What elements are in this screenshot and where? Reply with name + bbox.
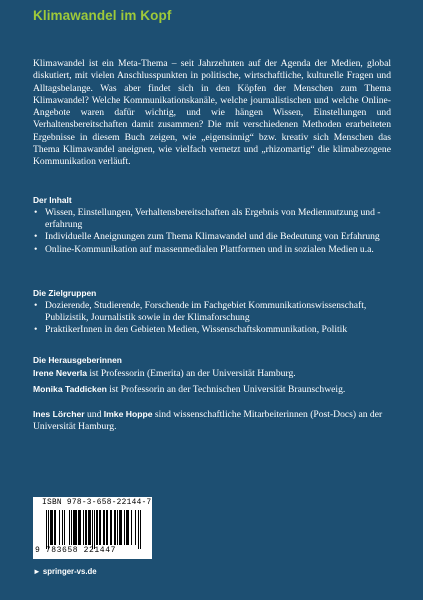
barcode-bar [117, 510, 118, 545]
barcode-bar [74, 510, 75, 545]
bullet-icon: • [34, 207, 38, 218]
list-item: • Individuelle Aneignungen zum Thema Klimawandel und die Bedeutung von Erfahrung [34, 231, 380, 243]
barcode-bar [88, 510, 89, 545]
publisher-website: ► springer-vs.de [33, 567, 97, 576]
bullet-icon: • [34, 324, 38, 336]
barcode-bar [121, 510, 122, 545]
inhalt-heading: Der Inhalt [33, 195, 72, 205]
barcode-bar [126, 510, 127, 545]
barcode-bar [131, 510, 132, 545]
barcode-bar [124, 510, 125, 545]
barcode-bar [55, 510, 56, 545]
barcode-bar [85, 510, 86, 545]
list-item: • Dozierende, Studierende, Forschende im Fachgebiet Kommunikationswissenschaft, Publizistik, Journalistik sowie in der Klimaforschung [34, 300, 367, 324]
bullet-icon: • [34, 300, 38, 311]
barcode-bar [71, 510, 72, 545]
zielgruppen-list [33, 300, 391, 337]
barcode-bar [80, 510, 81, 545]
barcode-bar [79, 510, 80, 545]
barcode-digits: 9 783658 221447 [35, 546, 117, 555]
editor-name: Monika Taddicken [33, 384, 107, 394]
barcode-bar [120, 510, 121, 545]
barcode-bar [52, 510, 53, 545]
barcode-bar [73, 510, 74, 545]
barcode-bar [86, 510, 87, 545]
barcode-bar [62, 510, 63, 545]
list-item: • PraktikerInnen in den Gebieten Medien, Wissenschaftskommunikation, Politik [34, 324, 348, 336]
barcode-bar [128, 510, 129, 545]
barcode-bar [48, 510, 49, 549]
barcode [33, 497, 152, 559]
intro-text: Klimawandel ist ein Meta-Thema – seit Jahrzehnten auf der Agenda der Medien, global diskutiert, mit vielen Anschlusspunkten in politische, wirtschaftliche, kulturelle Fragen und Alltagsbelange. Was aber findet sich in den Köpfen der Menschen zum Thema Klimawandel? Welche Kommunikationskanäle, welche journalistischen und welche Online-Angebote waren dafür wichtig, und wie hängen Wissen, Einstellungen und Verhaltensbereitschaften damit zusammen? Die mit verschiedenen Methoden erarbeiteten Ergebnisse in diesem Buch zeigen, wie „eigensinnig“ bzw. kreativ sich Menschen das Thema Klimawandel aneignen, wie vielfach vernetzt und „rhizomartig“ die klimabezogene Kommunikation verläuft. [33, 58, 391, 168]
barcode-bar [51, 510, 52, 545]
book-title: Klimawandel im Kopf [33, 8, 172, 23]
barcode-bar [64, 510, 65, 545]
barcode-bar [89, 510, 90, 545]
barcode-bar [96, 510, 97, 545]
bullet-icon: • [34, 243, 38, 255]
barcode-bar [97, 510, 98, 545]
barcode-bar [100, 510, 101, 545]
editor-name: Irene Neverla [33, 368, 87, 378]
editor-entry: Monika Taddicken ist Professorin an der Technischen Universität Braunschweig. [33, 384, 346, 395]
barcode-bar [114, 510, 115, 545]
bullet-icon: • [34, 231, 38, 243]
barcode-bar [75, 510, 76, 545]
editor-entry: Irene Neverla ist Professorin (Emerita) an der Universität Hamburg. [33, 368, 296, 379]
barcode-bar [50, 510, 51, 545]
barcode-bar [103, 510, 104, 545]
list-item: • Online-Kommunikation auf massenmedialen Plattformen und in sozialen Medien u.a. [34, 243, 374, 255]
barcode-bar [78, 510, 79, 545]
editor-name: Imke Hoppe [103, 409, 153, 419]
zielgruppen-heading: Die Zielgruppen [33, 288, 97, 298]
list-item: • Wissen, Einstellungen, Verhaltensbereitschaften als Ergebnis von Mediennutzung und -erfahrung [34, 207, 381, 231]
barcode-bar [135, 510, 136, 545]
editor-name: Ines Lörcher [33, 409, 85, 419]
barcode-bar [119, 510, 120, 545]
barcode-bar [92, 510, 93, 549]
barcode-bar [54, 510, 55, 545]
barcode-bar [83, 510, 84, 545]
barcode-bar [110, 510, 111, 545]
herausgeberinnen-heading: Die Herausgeberinnen [33, 355, 122, 365]
barcode-bar [107, 510, 108, 545]
barcode-bar [140, 510, 141, 549]
barcode-bar [59, 510, 60, 545]
barcode-bar [46, 510, 47, 549]
barcode-bar [94, 510, 95, 549]
barcode-bar [76, 510, 77, 545]
barcode-bar [69, 510, 70, 545]
inhalt-list [33, 207, 391, 256]
barcode-bar [127, 510, 128, 545]
barcode-bar [111, 510, 112, 545]
barcode-bar [106, 510, 107, 545]
barcode-bar [138, 510, 139, 549]
barcode-bar [115, 510, 116, 545]
barcode-bar [90, 510, 91, 545]
isbn-text: ISBN 978-3-658-22144-7 [42, 499, 152, 507]
barcode-bar [104, 510, 105, 545]
editor-entry: Ines Lörcher und Imke Hoppe sind wissenschaftliche Mitarbeiterinnen (Post-Docs) an der Universität Hamburg. [33, 409, 383, 433]
barcode-bar [99, 510, 100, 545]
